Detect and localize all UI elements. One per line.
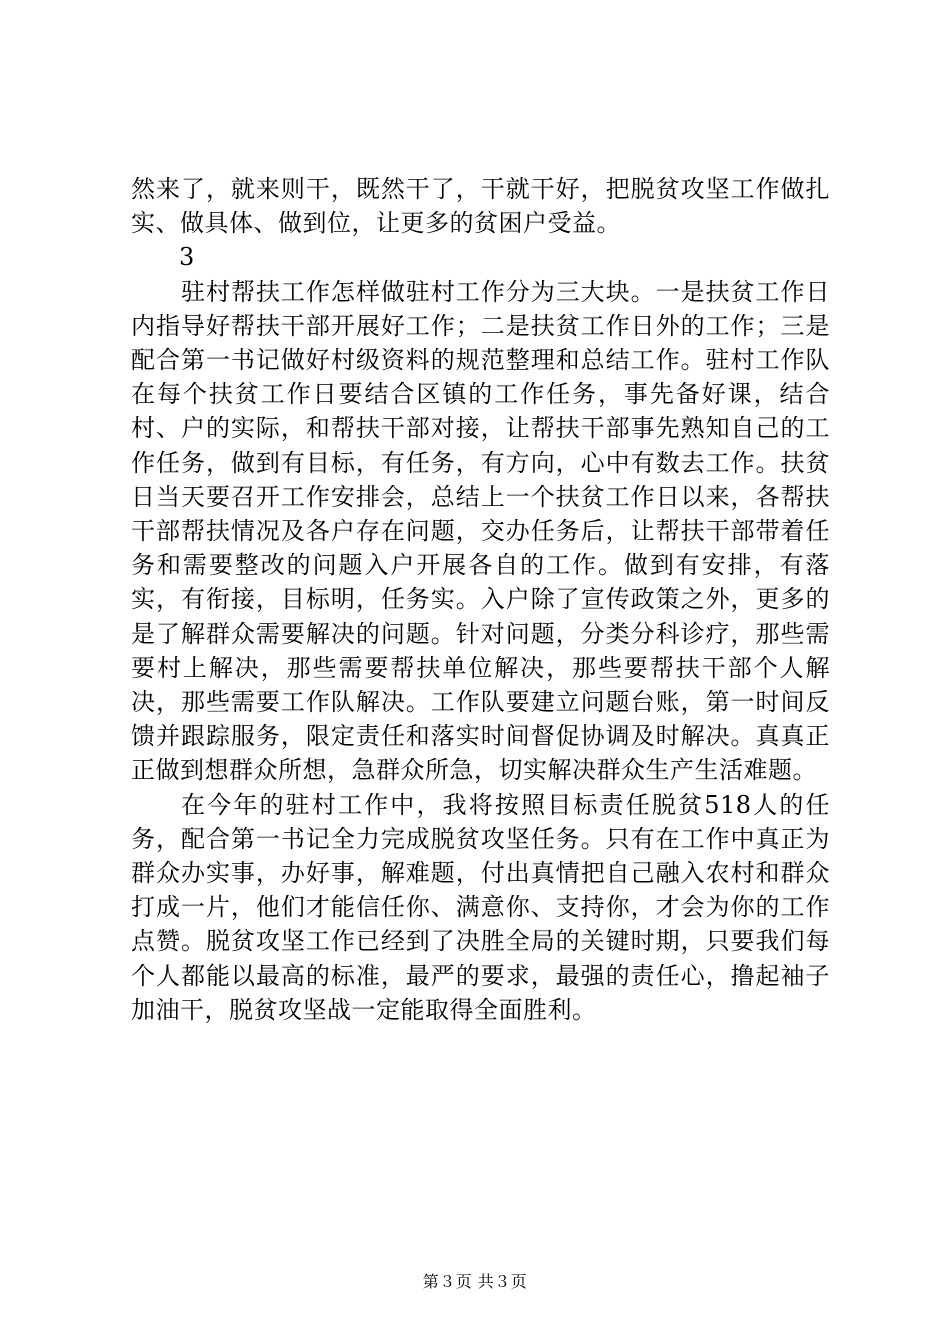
body-paragraph: 在今年的驻村工作中，我将按照目标责任脱贫518人的任务，配合第一书记全力完成脱贫攻坚任务。只有在工作中真正为群众办实事，办好事，解难题，付出真情把自己融入农村和群众打成一片，他们才能信任你、满意你、支持你，才会为你的工作点赞。脱贫攻坚工作已经到了决胜全局的关键时期，只要我们每个人都能以最高的标准，最严的要求，最强的责任心，撸起袖子加油干，脱贫攻坚战一定能取得全面胜利。	[131, 790, 830, 1024]
page-footer: 第３页 共３页	[422, 1272, 528, 1291]
body-paragraph: 驻村帮扶工作怎样做驻村工作分为三大块。一是扶贫工作日内指导好帮扶干部开展好工作；二是扶贫工作日外的工作；三是配合第一书记做好村级资料的规范整理和总结工作。驻村工作队在每个扶贫工作日要结合区镇的工作任务，事先备好课，结合村、户的实际，和帮扶干部对接，让帮扶干部事先熟知自己的工作任务，做到有目标，有任务，有方向，心中有数去工作。扶贫日当天要召开工作安排会，总结上一个扶贫工作日以来，各帮扶干部帮扶情况及各户存在问题，交办任务后，让帮扶干部带着任务和需要整改的问题入户开展各自的工作。做到有安排，有落实，有衔接，目标明，任务实。入户除了宣传政策之外，更多的是了解群众需要解决的问题。针对问题，分类分科诊疗，那些需要村上解决，那些需要帮扶单位解决，那些要帮扶干部个人解决，那些需要工作队解决。工作队要建立问题台账，第一时间反馈并跟踪服务，限定责任和落实时间督促协调及时解决。真真正正做到想群众所想，急群众所急，切实解决群众生产生活难题。	[131, 277, 830, 785]
continuation-paragraph: 然来了，就来则干，既然干了，干就干好，把脱贫攻坚工作做扎实、做具体、做到位，让更多的贫困户受益。	[131, 175, 830, 238]
document-body	[131, 172, 830, 1027]
section-number: 3	[179, 243, 195, 272]
